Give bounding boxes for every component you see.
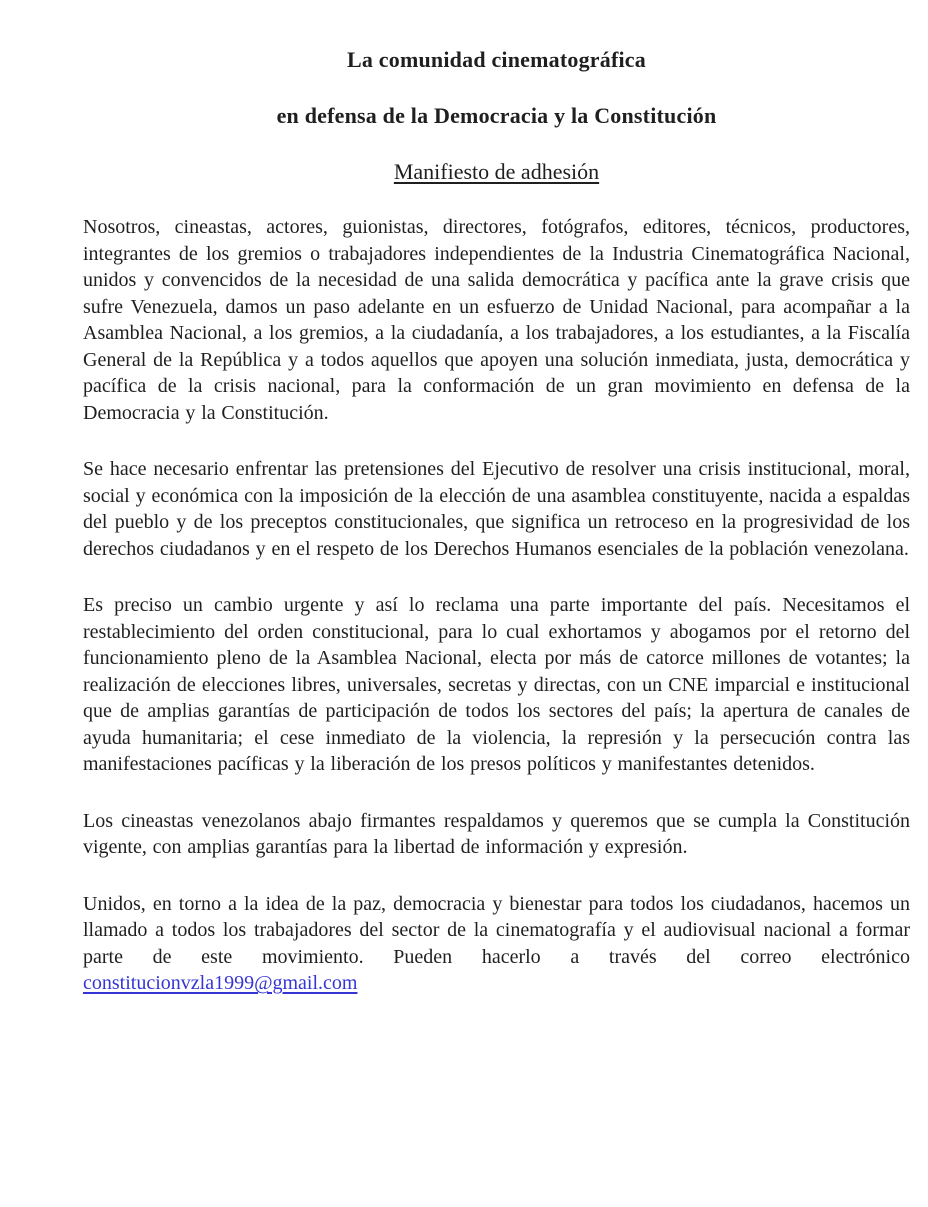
manifesto-heading-text: Manifiesto de adhesión xyxy=(393,159,600,184)
closing-text: Unidos, en torno a la idea de la paz, democracia y bienestar para todos los ciudadanos, hacemos un llamado a todos los trabajadores del sector de la cinematografía y el audiovisual nacional a formar parte de este movimiento. Pueden hacerlo a través del correo electrónico xyxy=(83,892,910,968)
manifesto-heading xyxy=(83,158,910,186)
paragraph-cambio-urgente: Es preciso un cambio urgente y así lo reclama una parte importante del país. Necesitamos el restablecimiento del orden constitucional, para lo cual exhortamos y abogamos por el retorno del funcionamiento pleno de la Asamblea Nacional, electa por más de catorce millones de votantes; la realización de elecciones libres, universales, secretas y directas, con un CNE imparcial e institucional que de amplias garantías de participación de todos los sectores del país; la apertura de canales de ayuda humanitaria; el cese inmediato de la violencia, la represión y la persecución contra las manifestaciones pacíficas y la liberación de los presos políticos y manifestantes detenidos. xyxy=(83,594,910,775)
document-title-line1: La comunidad cinematográfica xyxy=(347,47,646,72)
paragraph-cineastas-firmantes: Los cineastas venezolanos abajo firmantes respaldamos y queremos que se cumpla la Constitución vigente, con amplias garantías para la libertad de información y expresión. xyxy=(83,809,910,858)
email-link[interactable]: constitucionvzla1999@gmail.com xyxy=(83,972,358,994)
paragraph-ejecutivo: Se hace necesario enfrentar las pretensiones del Ejecutivo de resolver una crisis institucional, moral, social y económica con la imposición de la elección de una asamblea constituyente, nacida a espaldas del pueblo y de los preceptos constitucionales, que significa un retroceso en la progresividad de los derechos ciudadanos y en el respeto de los Derechos Humanos esenciales de la población venezolana. xyxy=(83,458,910,560)
paragraph-intro: Nosotros, cineastas, actores, guionistas, directores, fotógrafos, editores, técnicos, productores, integrantes de los gremios o trabajadores independientes de la Industria Cinematográfica Nacional, unidos y convencidos de la necesidad de una salida democrática y pacífica ante la grave crisis que sufre Venezuela, damos un paso adelante en un esfuerzo de Unidad Nacional, para acompañar a la Asamblea Nacional, a los gremios, a la ciudadanía, a los trabajadores, a los estudiantes, a la Fiscalía General de la República y a todos aquellos que apoyen una solución inmediata, justa, democrática y pacífica de la crisis nacional, para la conformación de un gran movimiento en defensa de la Democracia y la Constitución. xyxy=(83,216,910,424)
document-title-line2: en defensa de la Democracia y la Constitución xyxy=(276,103,717,128)
paragraph-closing xyxy=(83,891,910,997)
